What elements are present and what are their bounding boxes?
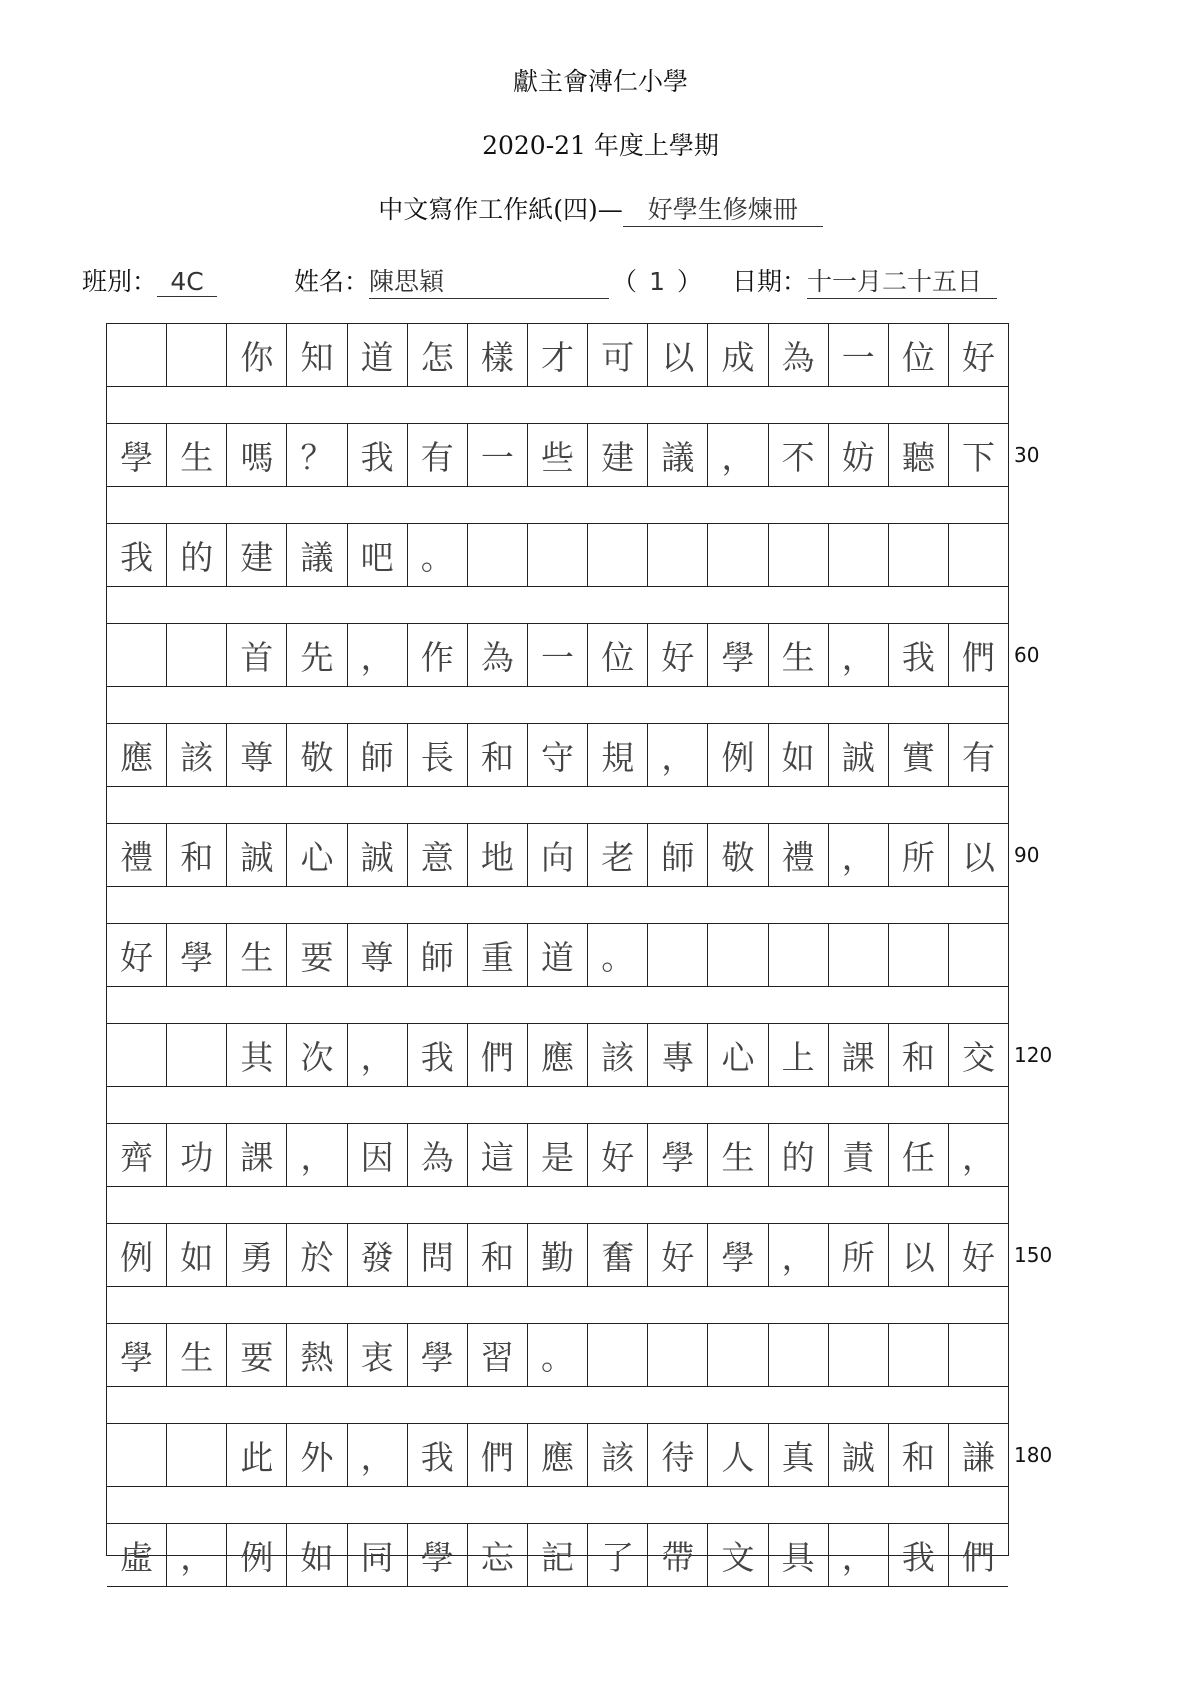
grid-cell: 為 [408,1124,468,1186]
grid-spacer-row [107,1287,1008,1324]
grid-cell: 因 [348,1124,408,1186]
grid-cell: ， [287,1124,347,1186]
grid-cell: 該 [167,724,227,786]
grid-cell: 守 [528,724,588,786]
grid-cell: 師 [348,724,408,786]
grid-cell: 的 [167,524,227,586]
grid-spacer-row [107,987,1008,1024]
grid-cell: 同 [348,1524,408,1586]
grid-cell: 忘 [468,1524,528,1586]
grid-cell: 生 [167,424,227,486]
grid-cell: 下 [962,437,996,477]
grid-cell: 重 [468,924,528,986]
grid-cell [167,324,227,386]
grid-cell: 我 [107,524,167,586]
grid-cell: 誠 [227,824,287,886]
grid-cell: ， [167,1524,227,1586]
grid-cell: ， [648,724,708,786]
grid-cell: 學 [648,1124,708,1186]
grid-cell: 我 [348,424,408,486]
grid-cell: 其 [227,1024,287,1086]
name-field [294,262,609,299]
grid-cell: 意 [408,824,468,886]
grid-cell: 才 [528,324,588,386]
character-count: 150 [1014,1243,1053,1267]
grid-cell: 規 [588,724,648,786]
grid-cell: 生 [769,624,829,686]
grid-cell: 該 [588,1024,648,1086]
worksheet-title-handwritten: 好學生修煉冊 [623,190,823,227]
worksheet-title [0,190,1201,227]
grid-cell: ， [348,1024,408,1086]
grid-cell: 我 [889,624,949,686]
grid-cell: 為 [468,624,528,686]
grid-cell: 實 [889,724,949,786]
date-value: 十一月二十五日 [807,262,997,299]
grid-cell [708,524,768,586]
grid-cell: 謙 [962,1437,996,1477]
grid-cell: 一 [829,324,889,386]
grid-cell: 以 [962,837,996,877]
class-label: 班別： [82,267,158,296]
number-open: （ [612,267,638,296]
grid-cell: 好 [107,924,167,986]
grid-cell: 奮 [588,1224,648,1286]
grid-cell: 們 [962,637,996,677]
class-value: 4C [157,267,217,297]
grid-cell: 交 [962,1037,996,1077]
grid-row [107,1424,1008,1487]
grid-cell [889,1324,949,1386]
grid-cell: 例 [708,724,768,786]
grid-cell: 如 [167,1224,227,1286]
grid-cell [107,1024,167,1086]
character-count: 30 [1014,443,1040,467]
grid-cell [167,1424,227,1486]
grid-spacer-row [107,1087,1008,1124]
grid-cell: 要 [227,1324,287,1386]
term-title: 2020-21 年度上學期 [482,131,719,160]
grid-cell: 成 [708,324,768,386]
grid-cell: ， [708,424,768,486]
grid-cell: 怎 [408,324,468,386]
grid-cell [107,1424,167,1486]
grid-cell [708,1324,768,1386]
grid-cell: 建 [227,524,287,586]
grid-cell [588,1324,648,1386]
grid-cell: 。 [588,924,648,986]
grid-cell: ， [829,824,889,886]
grid-spacer-row [107,687,1008,724]
grid-cell: ， [769,1224,829,1286]
grid-cell: 任 [889,1124,949,1186]
grid-cell [829,924,889,986]
grid-cell: 應 [528,1424,588,1486]
grid-cell [588,524,648,586]
grid-cell: 樣 [468,324,528,386]
grid-spacer-row [107,787,1008,824]
grid-row [107,1124,1008,1187]
grid-cell: 。 [528,1324,588,1386]
grid-spacer-row [107,587,1008,624]
grid-cell [528,524,588,586]
grid-cell: 要 [287,924,347,986]
grid-cell: 。 [408,524,468,586]
grid-cell: 道 [528,924,588,986]
grid-cell: 此 [227,1424,287,1486]
name-label: 姓名： [294,267,370,296]
grid-cell: 具 [769,1524,829,1586]
date-label: 日期： [732,267,808,296]
grid-cell: 敬 [708,824,768,886]
grid-row [107,424,1008,487]
grid-cell: 建 [588,424,648,486]
grid-cell: 老 [588,824,648,886]
grid-cell: 衷 [348,1324,408,1386]
grid-cell [949,924,1008,986]
grid-cell: 誠 [348,824,408,886]
grid-cell: 我 [889,1524,949,1586]
grid-row [107,1224,1008,1287]
grid-cell: 先 [287,624,347,686]
grid-cell: 向 [528,824,588,886]
grid-cell: 道 [348,324,408,386]
writing-grid [106,323,1009,1577]
grid-cell: 如 [287,1524,347,1586]
grid-cell [468,524,528,586]
grid-cell [769,924,829,986]
grid-cell: 功 [167,1124,227,1186]
grid-cell: 一 [468,424,528,486]
grid-cell: 好 [648,1224,708,1286]
grid-cell: 以 [648,324,708,386]
grid-cell [167,1024,227,1086]
grid-cell [889,524,949,586]
grid-cell: 吧 [348,524,408,586]
worksheet-title-printed: 中文寫作工作紙(四)— [378,195,623,224]
grid-cell: 次 [287,1024,347,1086]
grid-cell: 了 [588,1524,648,1586]
grid-cell: 可 [588,324,648,386]
grid-cell: 好 [962,1237,996,1277]
grid-spacer-row [107,387,1008,424]
grid-cell: 記 [528,1524,588,1586]
grid-cell: 和 [468,724,528,786]
grid-cell [107,624,167,686]
grid-cell: 些 [528,424,588,486]
grid-cell: 勇 [227,1224,287,1286]
grid-cell [829,1324,889,1386]
grid-cell: 熱 [287,1324,347,1386]
grid-cell: 和 [468,1224,528,1286]
grid-cell: 你 [227,324,287,386]
grid-row [107,1524,1008,1587]
grid-cell: 學 [107,1324,167,1386]
grid-cell [949,1324,1008,1386]
grid-cell [648,924,708,986]
grid-cell: 嗎 [227,424,287,486]
grid-cell: 禮 [769,824,829,886]
grid-row [107,524,1008,587]
grid-cell: 知 [287,324,347,386]
class-field [82,262,217,298]
grid-cell: 和 [889,1424,949,1486]
grid-cell: 作 [408,624,468,686]
grid-cell: 帶 [648,1524,708,1586]
grid-cell: 學 [107,424,167,486]
grid-row [107,1324,1008,1387]
grid-cell [949,524,1008,586]
grid-cell: 專 [648,1024,708,1086]
grid-cell: 生 [708,1124,768,1186]
grid-cell: 聽 [889,424,949,486]
grid-row [107,324,1008,387]
grid-cell: 生 [227,924,287,986]
grid-cell: 為 [769,324,829,386]
grid-cell: 師 [408,924,468,986]
grid-cell: 地 [468,824,528,886]
grid-cell: 人 [708,1424,768,1486]
grid-cell: 位 [889,324,949,386]
grid-cell: 學 [708,624,768,686]
grid-cell: 虛 [107,1524,167,1586]
grid-cell: 應 [107,724,167,786]
grid-cell: 文 [708,1524,768,1586]
grid-cell: 例 [107,1224,167,1286]
grid-cell [708,924,768,986]
grid-spacer-row [107,887,1008,924]
grid-cell: 發 [348,1224,408,1286]
grid-cell: 心 [287,824,347,886]
grid-cell: 是 [528,1124,588,1186]
grid-cell [769,1324,829,1386]
grid-cell: 誠 [829,1424,889,1486]
character-count: 180 [1014,1443,1053,1467]
grid-cell: ， [829,1524,889,1586]
grid-cell: 首 [227,624,287,686]
grid-cell: 所 [829,1224,889,1286]
grid-cell: 禮 [107,824,167,886]
grid-cell: 敬 [287,724,347,786]
grid-cell: 心 [708,1024,768,1086]
grid-cell: 好 [648,624,708,686]
grid-cell: 妨 [829,424,889,486]
number-field [612,262,702,298]
grid-cell [167,624,227,686]
grid-cell: 勤 [528,1224,588,1286]
grid-cell: 該 [588,1424,648,1486]
grid-cell [648,1324,708,1386]
grid-cell: 課 [227,1124,287,1186]
character-count: 120 [1014,1043,1053,1067]
character-count: 90 [1014,843,1040,867]
grid-cell: 如 [769,724,829,786]
grid-cell: 有 [962,737,996,777]
grid-cell: 議 [648,424,708,486]
grid-cell: 學 [708,1224,768,1286]
grid-cell: 誠 [829,724,889,786]
grid-cell: 學 [167,924,227,986]
grid-cell: 課 [829,1024,889,1086]
grid-cell [107,324,167,386]
grid-cell: 習 [468,1324,528,1386]
grid-cell: 以 [889,1224,949,1286]
grid-cell: 和 [167,824,227,886]
number-value: 1 [649,267,665,296]
grid-cell: ， [829,624,889,686]
grid-cell: ， [348,1424,408,1486]
grid-cell: 這 [468,1124,528,1186]
grid-cell: 外 [287,1424,347,1486]
grid-cell [769,524,829,586]
grid-cell: 真 [769,1424,829,1486]
name-value: 陳思穎 [369,262,609,299]
grid-cell: 不 [769,424,829,486]
grid-cell: ， [348,624,408,686]
grid-spacer-row [107,1387,1008,1424]
grid-spacer-row [107,1187,1008,1224]
grid-cell: 例 [227,1524,287,1586]
grid-spacer-row [107,487,1008,524]
grid-cell: 有 [408,424,468,486]
grid-cell: 們 [962,1537,996,1577]
grid-cell: 和 [889,1024,949,1086]
grid-cell: 我 [408,1024,468,1086]
grid-cell: 待 [648,1424,708,1486]
grid-cell: 好 [588,1124,648,1186]
grid-row [107,924,1008,987]
grid-cell: 長 [408,724,468,786]
grid-cell [648,524,708,586]
grid-cell: 上 [769,1024,829,1086]
grid-cell: 責 [829,1124,889,1186]
grid-cell: 的 [769,1124,829,1186]
grid-cell: 一 [528,624,588,686]
grid-cell: 應 [528,1024,588,1086]
grid-cell: 尊 [227,724,287,786]
grid-row [107,824,1008,887]
grid-cell: 於 [287,1224,347,1286]
number-close: ） [677,267,703,296]
grid-cell: ， [962,1137,996,1177]
grid-cell: 議 [287,524,347,586]
character-count: 60 [1014,643,1040,667]
grid-cell: 們 [468,1424,528,1486]
school-name: 獻主會溥仁小學 [512,67,688,96]
date-field [732,262,997,299]
grid-cell: ？ [287,424,347,486]
grid-cell: 們 [468,1024,528,1086]
grid-cell [889,924,949,986]
grid-cell: 學 [408,1524,468,1586]
grid-row [107,624,1008,687]
grid-cell: 學 [408,1324,468,1386]
grid-spacer-row [107,1487,1008,1524]
grid-cell: 我 [408,1424,468,1486]
grid-cell: 所 [889,824,949,886]
grid-cell: 齊 [107,1124,167,1186]
grid-cell: 問 [408,1224,468,1286]
grid-cell: 生 [167,1324,227,1386]
grid-row [107,724,1008,787]
grid-row [107,1024,1008,1087]
grid-cell: 好 [962,337,996,377]
grid-cell [829,524,889,586]
grid-cell: 尊 [348,924,408,986]
grid-cell: 師 [648,824,708,886]
grid-cell: 位 [588,624,648,686]
